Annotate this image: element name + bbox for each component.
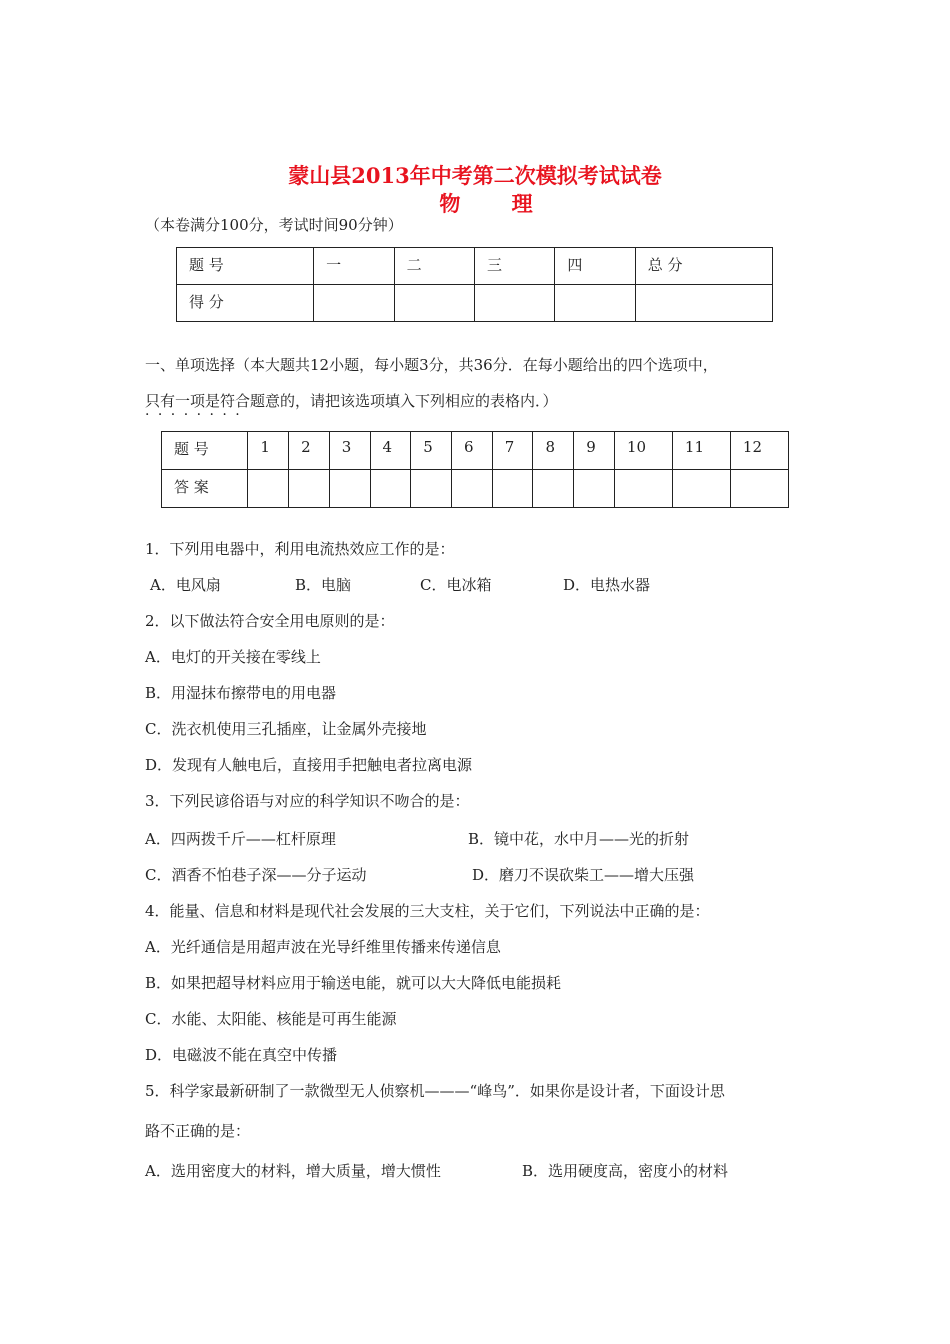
- q4-option-d: D．电磁波不能在真空中传播: [145, 1046, 338, 1064]
- answer-cell[interactable]: [672, 470, 730, 508]
- q4-option-a: A．光纤通信是用超声波在光导纤维里传播来传递信息: [145, 938, 501, 956]
- answer-cell[interactable]: [411, 470, 452, 508]
- q3-option-c: C．酒香不怕巷子深——分子运动: [145, 866, 367, 884]
- score-cell[interactable]: [394, 285, 474, 322]
- score-header-cell: 二: [394, 248, 474, 285]
- answer-cell[interactable]: [370, 470, 411, 508]
- emphasis-text: 只有一项是符合题意的，请把该选项填入下列相应的表格内．） · · ·: [145, 392, 558, 410]
- score-cell[interactable]: [474, 285, 554, 322]
- question-2: 2．以下做法符合安全用电原则的是：: [145, 612, 395, 630]
- answer-number-cell: 1: [248, 432, 289, 470]
- answer-number-cell: 2: [289, 432, 330, 470]
- question-3: 3．下列民谚俗语与对应的科学知识不吻合的是：: [145, 792, 470, 810]
- answer-number-cell: 4: [370, 432, 411, 470]
- answer-table: [161, 431, 789, 508]
- score-cell[interactable]: [555, 285, 635, 322]
- answer-cell[interactable]: [452, 470, 493, 508]
- answer-cell[interactable]: [614, 470, 672, 508]
- q3-option-b: B．镜中花，水中月——光的折射: [468, 830, 690, 848]
- question-5-line1: 5．科学家最新研制了一款微型无人侦察机———“峰鸟”．如果你是设计者，下面设计思: [145, 1082, 725, 1100]
- answer-row-label: 答 案: [162, 470, 248, 508]
- question-1: 1．下列用电器中，利用电流热效应工作的是：: [145, 540, 455, 558]
- answer-cell[interactable]: [730, 470, 788, 508]
- answer-cell[interactable]: [289, 470, 330, 508]
- q3-option-a: A．四两拨千斤——杠杆原理: [145, 830, 336, 848]
- q4-option-c: C．水能、太阳能、核能是可再生能源: [145, 1010, 397, 1028]
- q2-option-c: C．洗衣机使用三孔插座，让金属外壳接地: [145, 720, 427, 738]
- score-header-cell: 一: [314, 248, 394, 285]
- answer-cell[interactable]: [574, 470, 615, 508]
- q1-option-d: D．电热水器: [563, 576, 651, 594]
- q3-option-d: D．磨刀不误砍柴工——增大压强: [472, 866, 695, 884]
- q2-option-b: B．用湿抹布擦带电的用电器: [145, 684, 337, 702]
- section1-intro-line2: [145, 390, 558, 411]
- question-4: 4．能量、信息和材料是现代社会发展的三大支柱，关于它们，下列说法中正确的是：: [145, 902, 710, 920]
- section1-intro-line1: 一、单项选择（本大题共12小题，每小题3分，共36分．在每小题给出的四个选项中，: [145, 356, 718, 374]
- answer-number-cell: 5: [411, 432, 452, 470]
- answer-number-cell: 9: [574, 432, 615, 470]
- exam-title: 蒙山县2013年中考第二次模拟考试试卷: [288, 163, 662, 188]
- score-cell[interactable]: [635, 285, 772, 322]
- score-header-cell: 四: [555, 248, 635, 285]
- exam-note: （本卷满分100分，考试时间90分钟）: [145, 216, 403, 234]
- answer-number-cell: 6: [452, 432, 493, 470]
- q1-option-a: A．电风扇: [150, 576, 221, 594]
- question-5-line2: 路不正确的是：: [145, 1122, 251, 1140]
- q5-option-b: B．选用硬度高，密度小的材料: [522, 1162, 729, 1180]
- score-header-cell: 三: [474, 248, 554, 285]
- score-table: [176, 247, 773, 322]
- answer-cell[interactable]: [533, 470, 574, 508]
- answer-number-cell: 12: [730, 432, 788, 470]
- answer-cell[interactable]: [492, 470, 533, 508]
- answer-number-cell: 7: [492, 432, 533, 470]
- q4-option-b: B．如果把超导材料应用于输送电能，就可以大大降低电能损耗: [145, 974, 562, 992]
- answer-cell[interactable]: [329, 470, 370, 508]
- q5-option-a: A．选用密度大的材料，增大质量，增大惯性: [145, 1162, 441, 1180]
- q2-option-a: A．电灯的开关接在零线上: [145, 648, 321, 666]
- q1-option-c: C．电冰箱: [420, 576, 492, 594]
- answer-number-cell: 8: [533, 432, 574, 470]
- answer-cell[interactable]: [248, 470, 289, 508]
- answer-number-cell: 11: [672, 432, 730, 470]
- answer-number-cell: 3: [329, 432, 370, 470]
- q2-option-d: D．发现有人触电后，直接用手把触电者拉离电源: [145, 756, 473, 774]
- score-header-cell: 题 号: [177, 248, 314, 285]
- score-cell[interactable]: [314, 285, 394, 322]
- answer-number-cell: 10: [614, 432, 672, 470]
- answer-header-label: 题 号: [162, 432, 248, 470]
- subject-title: 物 理: [439, 191, 555, 216]
- q1-option-b: B．电脑: [295, 576, 352, 594]
- score-header-cell: 总 分: [635, 248, 772, 285]
- score-row-label: 得 分: [177, 285, 314, 322]
